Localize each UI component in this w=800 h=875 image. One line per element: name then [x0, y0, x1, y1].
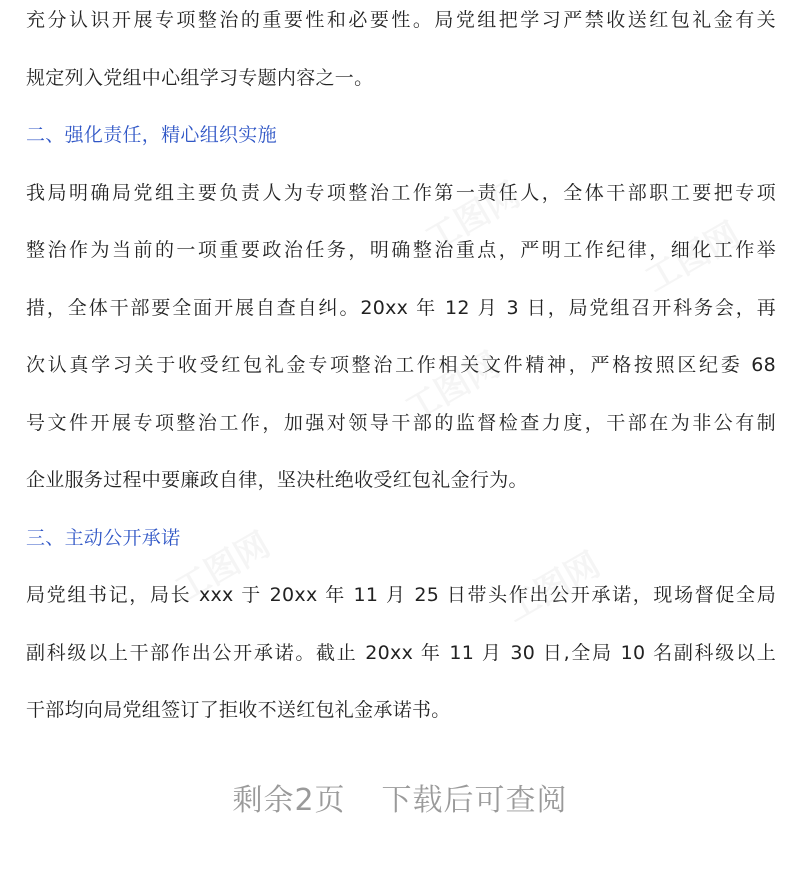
paragraph-line: 干部均向局党组签订了拒收不送红包礼金承诺书。 [26, 700, 451, 721]
watermark-3: 工图网 [398, 344, 507, 431]
watermark-1: 工图网 [418, 174, 527, 261]
paragraph-line: 规定列入党组中心组学习专题内容之一。 [26, 67, 374, 89]
paragraph-line: 充分认识开展专项整治的重要性和必要性。局党组把学习严禁收送红包礼金有关 [26, 10, 776, 31]
paragraph-line: 措，全体干部要全面开展自查自纠。20xx 年 12 月 3 日，局党组召开科务会，再 [26, 297, 776, 319]
paragraph-line: 整治作为当前的一项重要政治任务，明确整治重点，严明工作纪律，细化工作举 [26, 240, 776, 261]
remaining-pages-label: 剩余2页 [232, 783, 346, 818]
watermark-2: 工图网 [638, 214, 747, 301]
watermark-4: 工图网 [168, 524, 277, 611]
paragraph-line: 我局明确局党组主要负责人为专项整治工作第一责任人，全体干部职工要把专项 [26, 182, 776, 204]
watermark-5: 工图网 [498, 544, 607, 631]
paragraph-line: 局党组书记，局长 xxx 于 20xx 年 11 月 25 日带头作出公开承诺，现场督促全局 [26, 585, 776, 606]
paragraph-line: 企业服务过程中要廉政自律，坚决杜绝收受红包礼金行为。 [26, 470, 528, 491]
section-heading: 三、主动公开承诺 [26, 527, 181, 549]
paragraph-line: 次认真学习关于收受红包礼金专项整治工作相关文件精神，严格按照区纪委 68 [26, 355, 776, 376]
remaining-pages-banner[interactable] [0, 775, 800, 819]
document-body [26, 10, 776, 758]
download-to-view-label[interactable]: 下载后可查阅 [381, 783, 568, 818]
paragraph-line: 副科级以上干部作出公开承诺。截止 20xx 年 11 月 30 日,全局 10 名副科级以上 [26, 642, 776, 664]
section-heading: 二、强化责任，精心组织实施 [26, 125, 277, 146]
paragraph-line: 号文件开展专项整治工作，加强对领导干部的监督检查力度，干部在为非公有制 [26, 412, 776, 434]
